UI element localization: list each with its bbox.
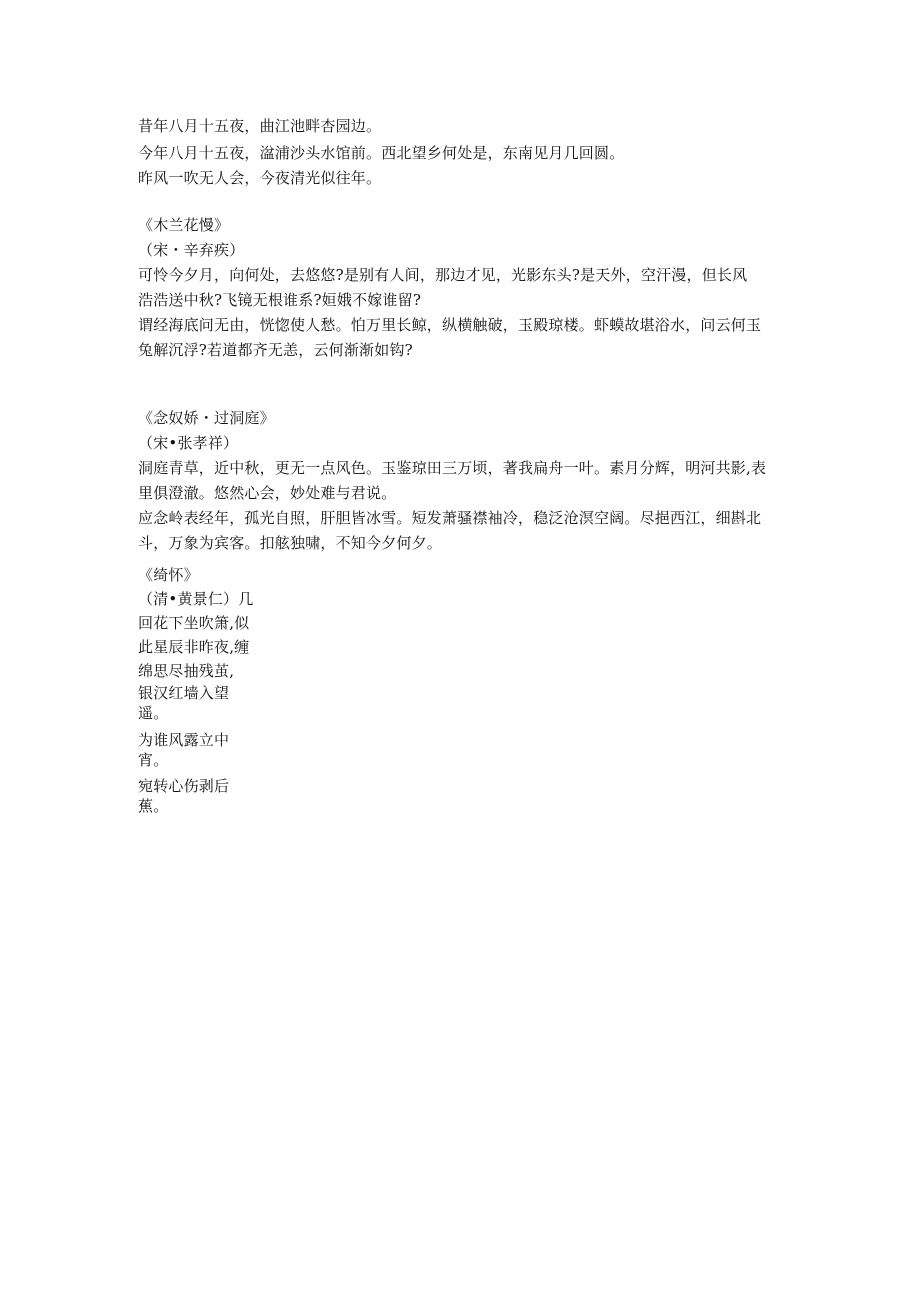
poem4-line-5: 遥。: [138, 704, 169, 722]
poem4-line-1: 回花下坐吹箫,似: [138, 614, 250, 632]
poem3-line-4: 斗，万象为宾客。扣舷独啸，不知今夕何夕。: [138, 534, 443, 552]
poem3-title: 《念奴娇・过洞庭》: [138, 409, 275, 427]
poem2-line-2: 浩浩送中秋?飞镜无根谁系?姮娥不嫁谁留?: [138, 291, 422, 309]
poem4-line-6: 为谁风露立中: [138, 731, 230, 749]
poem2-line-3: 谓经海底问无由，恍惚使人愁。怕万里长鲸，纵横触破，玉殿琼楼。虾蟆故堪浴水，问云何玉: [138, 316, 762, 334]
poem2-line-1: 可怜今夕月，向何处，去悠悠?是别有人间，那边才见，光影东头?是天外，空汗漫，但长风: [138, 266, 748, 284]
poem3-line-1: 洞庭青草，近中秋，更无一点风色。玉鉴琼田三万顷，著我扁舟一叶。素月分辉，明河共影,表: [138, 459, 767, 477]
poem4-title: 《绮怀》: [138, 566, 199, 584]
poem2-line-4: 兔解沉浮?若道都齐无恙，云何渐渐如钩?: [138, 341, 413, 359]
poem4-line-7: 宵。: [138, 751, 169, 769]
poem4-line-9: 蕉。: [138, 797, 169, 815]
poem3-line-3: 应念岭表经年，孤光自照，肝胆皆冰雪。短发萧骚襟袖冷，稳泛沧溟空阔。尽挹西江，细斟北: [138, 509, 762, 527]
poem4-author: （清•黄景仁）几: [138, 590, 254, 608]
poem4-line-8: 宛转心伤剥后: [138, 777, 230, 795]
poem1-line-3: 昨风一吹无人会，今夜清光似往年。: [138, 169, 382, 187]
poem1-line-1: 昔年八月十五夜，曲江池畔杏园边。: [138, 117, 382, 135]
poem2-title: 《木兰花慢》: [138, 216, 230, 234]
poem4-line-4: 银汉红墙入望: [138, 684, 230, 702]
poem3-line-2: 里俱澄澈。悠然心会，妙处难与君说。: [138, 484, 397, 502]
poem2-author: （宋・辛弃疾）: [138, 241, 245, 259]
poem3-author: （宋•张孝祥）: [138, 434, 239, 452]
poem4-line-3: 绵思尽抽残茧,: [138, 662, 235, 680]
poem4-line-2: 此星辰非昨夜,缠: [138, 638, 250, 656]
poem1-line-2: 今年八月十五夜，湓浦沙头水馆前。西北望乡何处是，东南见月几回圆。: [138, 144, 625, 162]
